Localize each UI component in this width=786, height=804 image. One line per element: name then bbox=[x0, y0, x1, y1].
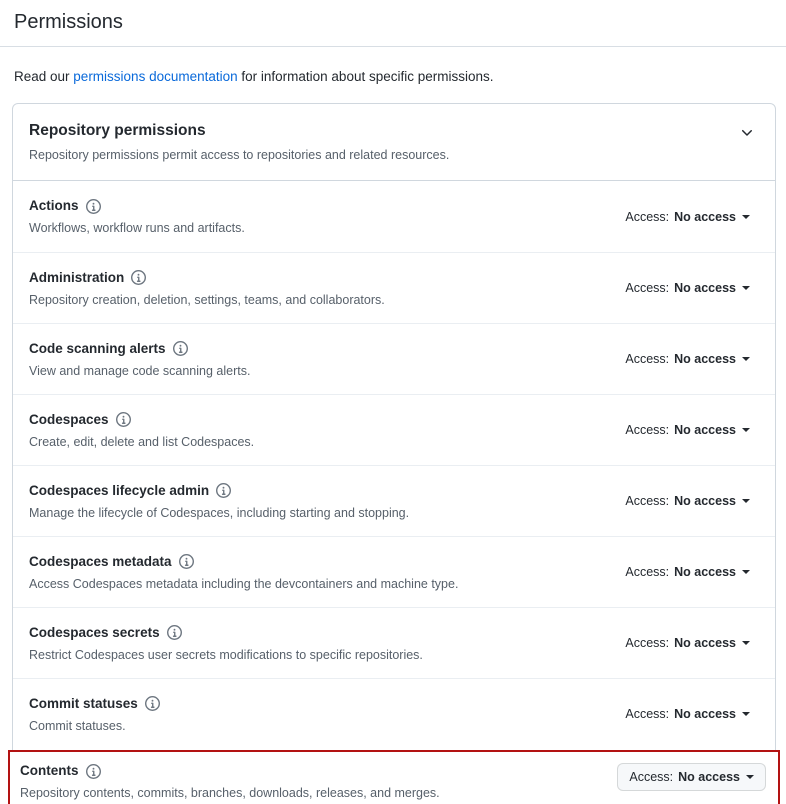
permission-description: Repository creation, deletion, settings, teams, and collaborators. bbox=[29, 292, 385, 307]
panel-header-text bbox=[29, 120, 735, 164]
chevron-down-icon bbox=[742, 712, 750, 716]
permission-description: Commit statuses. bbox=[29, 718, 126, 733]
permission-name-line bbox=[29, 694, 604, 714]
intro-suffix: for information about specific permissions. bbox=[237, 69, 494, 84]
permission-description: Access Codespaces metadata including the devcontainers and machine type. bbox=[29, 576, 459, 591]
chevron-down-icon bbox=[742, 215, 750, 219]
table-row bbox=[13, 536, 775, 607]
access-dropdown[interactable] bbox=[616, 417, 759, 443]
info-icon[interactable] bbox=[86, 764, 101, 779]
permission-name: Administration bbox=[29, 269, 125, 285]
permission-description: View and manage code scanning alerts. bbox=[29, 363, 251, 378]
chevron-down-icon bbox=[742, 286, 750, 290]
permission-info bbox=[29, 410, 616, 451]
access-dropdown[interactable] bbox=[616, 275, 759, 301]
access-label: Access: bbox=[625, 707, 670, 721]
permission-description: Create, edit, delete and list Codespaces. bbox=[29, 434, 255, 449]
access-dropdown[interactable] bbox=[616, 559, 759, 585]
chevron-down-icon bbox=[742, 641, 750, 645]
permission-name-line bbox=[20, 761, 605, 781]
access-value: No access bbox=[674, 494, 736, 508]
access-label: Access: bbox=[625, 281, 670, 295]
info-icon[interactable] bbox=[167, 625, 182, 640]
permission-info bbox=[29, 268, 616, 309]
access-label: Access: bbox=[625, 352, 670, 366]
panel-header bbox=[13, 104, 775, 181]
access-dropdown[interactable] bbox=[616, 488, 759, 514]
access-value: No access bbox=[674, 636, 736, 650]
panel-title: Repository permissions bbox=[29, 122, 206, 139]
info-icon[interactable] bbox=[86, 199, 101, 214]
permission-name-line bbox=[29, 623, 604, 643]
permission-info bbox=[20, 761, 617, 802]
access-value: No access bbox=[674, 565, 736, 579]
table-row bbox=[13, 678, 775, 749]
info-icon[interactable] bbox=[116, 412, 131, 427]
permission-name-line bbox=[29, 481, 604, 501]
intro-prefix: Read our bbox=[14, 69, 74, 84]
intro-text bbox=[0, 47, 786, 103]
chevron-down-icon bbox=[742, 499, 750, 503]
access-dropdown[interactable] bbox=[616, 204, 759, 230]
permission-info bbox=[29, 552, 616, 593]
permission-name-line bbox=[29, 339, 604, 359]
access-value: No access bbox=[674, 281, 736, 295]
permission-name-line bbox=[29, 410, 604, 430]
permission-info bbox=[29, 623, 616, 664]
page-title: Permissions bbox=[0, 0, 786, 47]
permission-info bbox=[29, 196, 616, 237]
access-label: Access: bbox=[625, 636, 670, 650]
info-icon[interactable] bbox=[179, 554, 194, 569]
chevron-down-icon bbox=[742, 357, 750, 361]
table-row bbox=[13, 323, 775, 394]
permission-info bbox=[29, 694, 616, 735]
permission-description: Workflows, workflow runs and artifacts. bbox=[29, 221, 245, 235]
chevron-down-icon bbox=[746, 775, 754, 779]
panel-subtitle: Repository permissions permit access to repositories and related resources. bbox=[29, 148, 450, 162]
info-icon[interactable] bbox=[173, 341, 188, 356]
access-label: Access: bbox=[625, 494, 670, 508]
access-value: No access bbox=[678, 770, 740, 784]
permission-name: Codespaces metadata bbox=[29, 553, 172, 569]
permission-name: Codespaces secrets bbox=[29, 624, 160, 640]
permission-name: Code scanning alerts bbox=[29, 340, 166, 356]
chevron-down-icon bbox=[742, 428, 750, 432]
permission-description: Repository contents, commits, branches, downloads, releases, and merges. bbox=[20, 786, 440, 800]
access-value: No access bbox=[674, 352, 736, 366]
access-value: No access bbox=[674, 423, 736, 437]
table-row bbox=[13, 607, 775, 678]
table-row bbox=[13, 465, 775, 536]
chevron-down-icon bbox=[739, 128, 755, 143]
permission-name: Codespaces lifecycle admin bbox=[29, 482, 210, 498]
info-icon[interactable] bbox=[131, 270, 146, 285]
access-label: Access: bbox=[625, 209, 670, 224]
table-row bbox=[13, 252, 775, 323]
permission-name: Commit statuses bbox=[29, 695, 138, 711]
repository-permissions-panel bbox=[12, 103, 776, 796]
permission-name-line bbox=[29, 552, 604, 572]
access-value: No access bbox=[674, 707, 736, 721]
info-icon[interactable] bbox=[145, 696, 160, 711]
info-icon[interactable] bbox=[216, 483, 231, 498]
highlighted-permission-row bbox=[8, 750, 780, 804]
permission-name: Actions bbox=[29, 198, 79, 213]
chevron-down-icon bbox=[742, 570, 750, 574]
collapse-panel-button[interactable] bbox=[735, 120, 757, 142]
access-label: Access: bbox=[625, 565, 670, 579]
access-dropdown[interactable] bbox=[617, 763, 766, 791]
permission-name-line bbox=[29, 196, 604, 216]
permission-name: Contents bbox=[20, 763, 79, 778]
permission-name: Codespaces bbox=[29, 411, 109, 427]
permission-info bbox=[29, 339, 616, 380]
access-label: Access: bbox=[629, 770, 674, 784]
access-dropdown[interactable] bbox=[616, 346, 759, 372]
access-label: Access: bbox=[625, 423, 670, 437]
access-value: No access bbox=[674, 209, 736, 224]
table-row bbox=[13, 394, 775, 465]
permission-description: Manage the lifecycle of Codespaces, including starting and stopping. bbox=[29, 505, 410, 520]
access-dropdown[interactable] bbox=[616, 701, 759, 727]
table-row bbox=[10, 752, 778, 802]
permissions-list bbox=[13, 181, 775, 795]
access-dropdown[interactable] bbox=[616, 630, 759, 656]
permissions-documentation-link[interactable]: permissions documentation bbox=[73, 69, 238, 84]
permission-description: Restrict Codespaces user secrets modifications to specific repositories. bbox=[29, 647, 423, 662]
permission-name-line bbox=[29, 268, 604, 288]
table-row bbox=[13, 181, 775, 252]
permission-info bbox=[29, 481, 616, 522]
